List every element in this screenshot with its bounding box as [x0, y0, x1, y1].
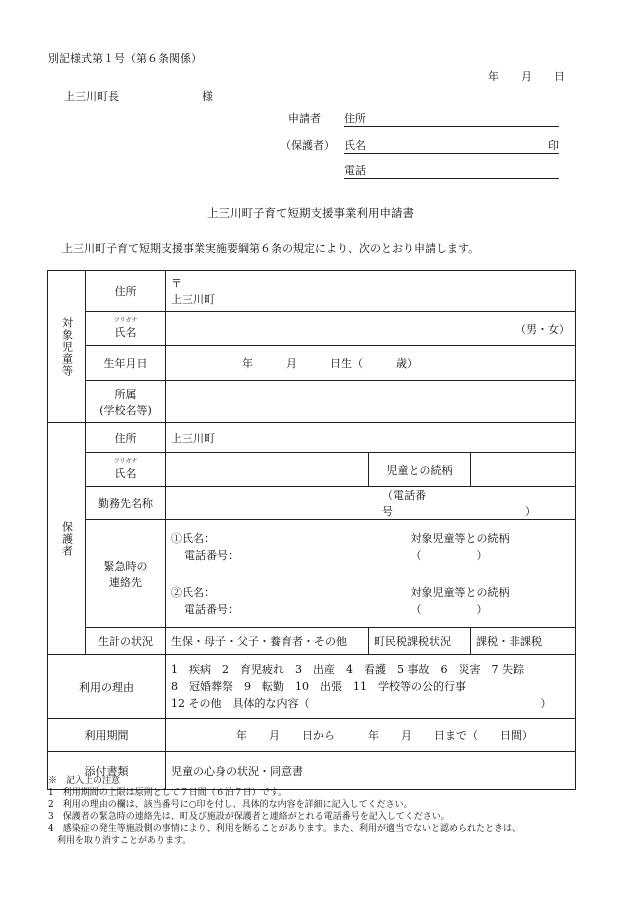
guardian-address-label: 住所 — [86, 423, 166, 453]
relation-label: 児童との続柄 — [369, 453, 471, 487]
seal-mark: 印 — [548, 139, 559, 152]
guardian-name-field[interactable] — [166, 453, 369, 487]
child-address-label: 住所 — [86, 271, 166, 312]
note-item: 2 利用の理由の欄は、該当番号に○印を付し、具体的な内容を詳細に記入してください。 — [48, 800, 413, 810]
tax-label: 町民税課税状況 — [369, 628, 471, 655]
notes — [48, 775, 521, 847]
child-name-label: フリガナ 氏名 — [86, 312, 166, 346]
reason-line-3: 12 その他 具体的な内容（ ） — [171, 697, 552, 710]
applicant-label: 申請者 — [288, 112, 321, 125]
addressee: 上三川町長 — [64, 90, 119, 103]
document-title: 上三川町子育て短期支援事業利用申請書 — [207, 206, 414, 220]
dob-label: 生年月日 — [86, 346, 166, 381]
postal-mark: 〒 — [171, 277, 182, 290]
period-value: 年 月 日から 年 月 日まで（ 日間） — [236, 729, 533, 742]
applicant-phone-label: 電話 — [344, 164, 366, 177]
dob-value: 年 月 日生（ 歳） — [242, 357, 418, 370]
child-address-value: 上三川町 — [171, 293, 215, 306]
child-group-label: 対象児童等 — [48, 271, 86, 423]
period-field[interactable] — [166, 719, 576, 752]
note-item: 利用を取り消すことがあります。 — [48, 836, 192, 846]
reason-field[interactable] — [166, 655, 576, 719]
work-phone: （電話番号 ） — [382, 489, 536, 518]
dob-field[interactable] — [166, 346, 576, 381]
note-item: 3 保護者の緊急時の連絡先は、町及び施設が保護者と連絡がとれる電話番号を記入してください。 — [48, 812, 450, 822]
reason-line-1: 1 疾病 2 育児疲れ 3 出産 4 看護 5 事故 6 災害 7 失踪 — [171, 663, 524, 676]
child-address-field[interactable] — [166, 271, 576, 312]
honorific: 様 — [202, 90, 213, 103]
tax-options[interactable]: 課税・非課税 — [471, 628, 576, 655]
reason-label: 利用の理由 — [48, 655, 166, 719]
period-label: 利用期間 — [48, 719, 166, 752]
note-item: 1 利用期間の上限は原則として７日間（６泊７日）です。 — [48, 788, 288, 798]
affiliation-label: 所属 (学校名等) — [86, 381, 166, 423]
attach-value: 児童の心身の状況・同意書 — [171, 764, 303, 778]
emergency-2-name: ②氏名： — [171, 585, 215, 599]
child-name-field[interactable] — [166, 312, 576, 346]
notes-heading: ※ 記入上の注意 — [48, 776, 121, 786]
applicant-address-label: 住所 — [344, 112, 366, 125]
date-line: 年 月 日 — [488, 70, 565, 83]
gender-options: （男・女） — [515, 322, 571, 336]
relation-field[interactable] — [471, 453, 576, 487]
note-item: 4 感染症の発生等施設側の事情により、利用を断ることがあります。また、利用が適当でないと認められたときは、 — [48, 824, 522, 834]
work-field[interactable] — [166, 487, 576, 520]
intro-text: 上三川町子育て短期支援事業実施要綱第６条の規定により、次のとおり申請します。 — [62, 242, 480, 255]
attach-label: 添付書類 — [48, 752, 166, 790]
applicant-address-field[interactable] — [344, 110, 559, 127]
guardian-address-value: 上三川町 — [171, 431, 215, 445]
affiliation-field[interactable] — [166, 381, 576, 423]
work-label: 勤務先名称 — [86, 487, 166, 520]
guardian-address-field[interactable] — [166, 423, 576, 453]
application-table — [47, 270, 576, 790]
emergency-1-relation: 対象児童等との続柄（ ） — [410, 531, 510, 562]
emergency-1-name: ①氏名： — [171, 531, 215, 545]
applicant-phone-field[interactable] — [344, 162, 559, 179]
living-label: 生計の状況 — [86, 628, 166, 655]
emergency-2-phone: 電話番号： — [184, 602, 239, 616]
emergency-field[interactable] — [166, 520, 576, 628]
applicant-name-label: 氏名 — [344, 139, 366, 152]
applicant-name-field[interactable] — [344, 137, 559, 154]
guardian-name-label: フリガナ 氏名 — [86, 453, 166, 487]
living-options[interactable]: 生保・母子・父子・養育者・その他 — [166, 628, 369, 655]
emergency-1-phone: 電話番号： — [184, 548, 239, 562]
form-number: 別記様式第１号（第６条関係） — [48, 52, 202, 65]
guardian-group-label: 保護者 — [48, 423, 86, 655]
reason-line-2: 8 冠婚葬祭 9 転勤 10 出張 11 学校等の公的行事 — [171, 680, 466, 693]
emergency-2-relation: 対象児童等との続柄（ ） — [410, 585, 510, 616]
emergency-label: 緊急時の 連絡先 — [86, 520, 166, 628]
guardian-label: （保護者） — [280, 139, 335, 152]
